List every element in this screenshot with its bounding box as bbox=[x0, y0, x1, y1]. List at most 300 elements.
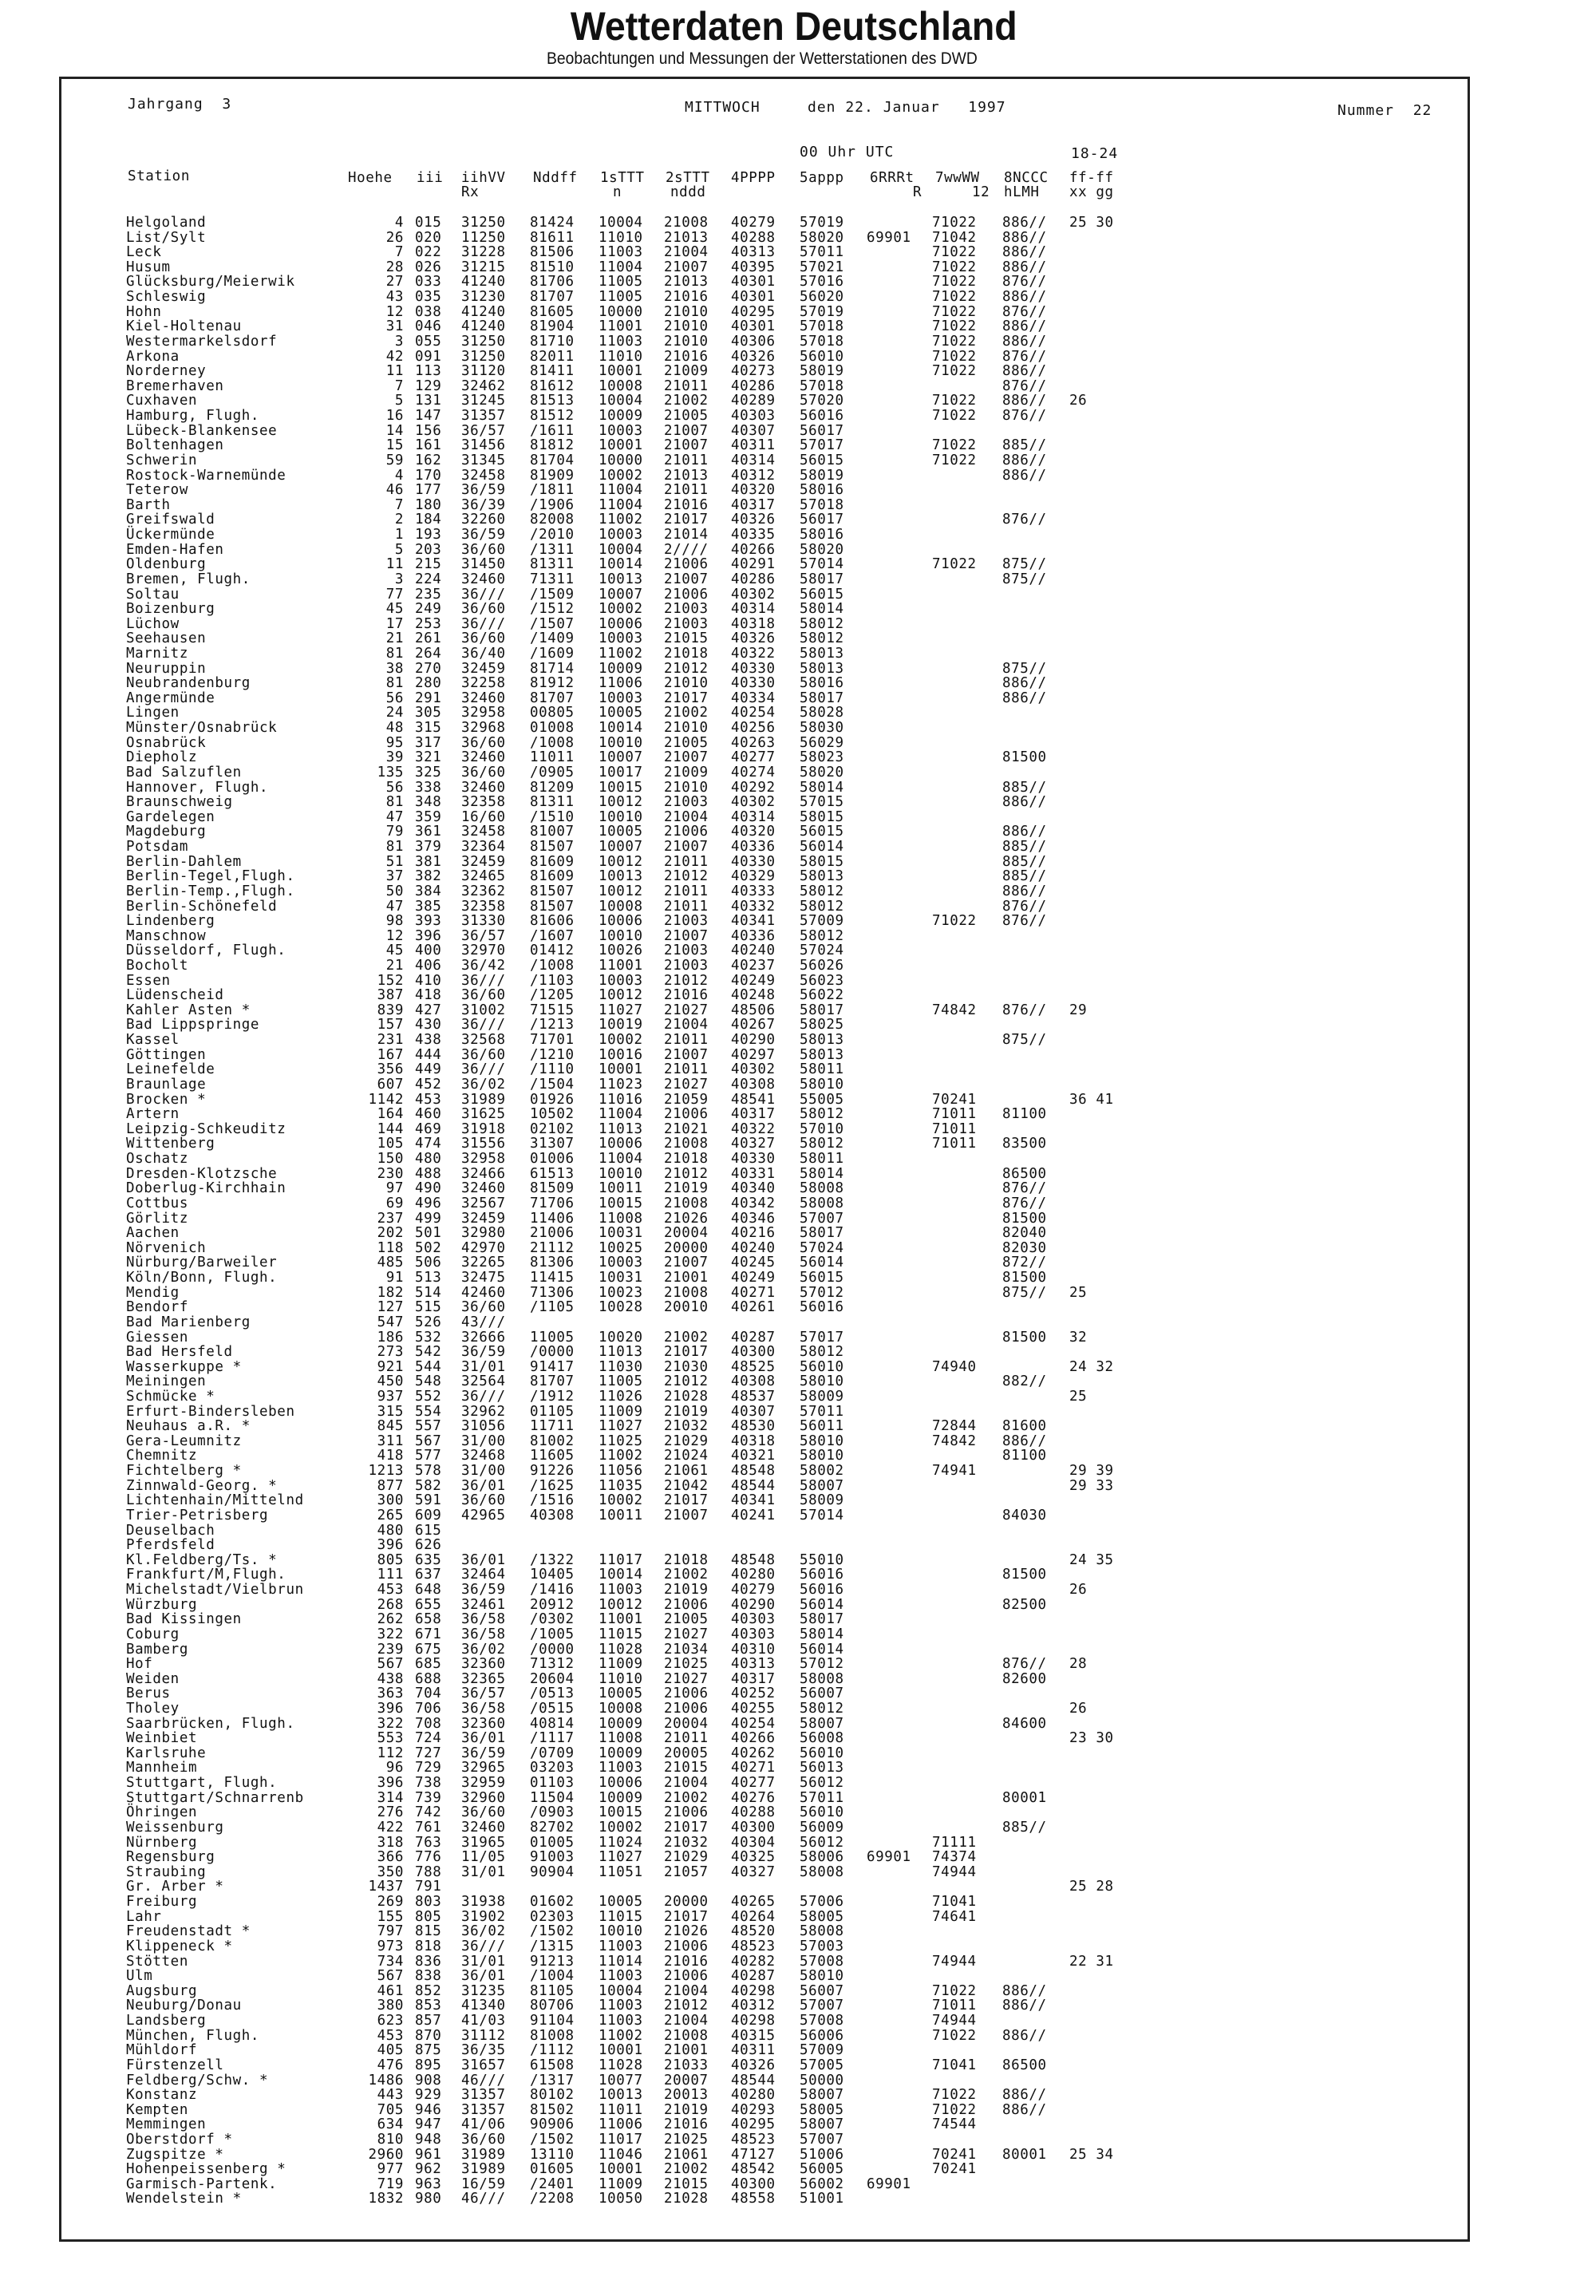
sappp-value: 58012 bbox=[800, 630, 844, 647]
hoehe-value: 380 bbox=[377, 1998, 404, 2014]
station-name: Braunlage bbox=[126, 1076, 207, 1093]
station-name: Schwerin bbox=[126, 452, 198, 468]
station-name: Norderney bbox=[126, 363, 207, 380]
ttt2-value: 21005 bbox=[664, 408, 709, 425]
pppp-value: 40331 bbox=[731, 1165, 776, 1182]
nddff-value: 81209 bbox=[530, 779, 575, 796]
ttt2-value: 21007 bbox=[664, 437, 709, 454]
sappp-value: 57017 bbox=[800, 1329, 844, 1346]
ttt2-value: 21007 bbox=[664, 571, 709, 587]
hoehe-value: 567 bbox=[377, 1656, 404, 1673]
sappp-value: 58005 bbox=[800, 1908, 844, 1925]
nddff-value: 81306 bbox=[530, 1255, 575, 1271]
iihvv-value: 32464 bbox=[461, 1567, 506, 1583]
iihvv-value: 36/60 bbox=[461, 1299, 506, 1316]
iii-value: 449 bbox=[415, 1061, 442, 1078]
pppp-value: 48525 bbox=[731, 1358, 776, 1375]
sappp-value: 56026 bbox=[800, 958, 844, 974]
hoehe-value: 623 bbox=[377, 2013, 404, 2029]
ccc-value: 81500 bbox=[1002, 1270, 1047, 1286]
pppp-value: 48542 bbox=[731, 2161, 776, 2178]
ttt1-value: 10009 bbox=[598, 1715, 643, 1732]
table-row bbox=[0, 1731, 1596, 1745]
ccc-value: 875// bbox=[1002, 1032, 1047, 1049]
ttt1-value: 11004 bbox=[598, 1151, 643, 1168]
nddff-value: /1205 bbox=[530, 987, 575, 1004]
ttt1-value: 11003 bbox=[598, 1582, 643, 1599]
table-row bbox=[0, 1360, 1596, 1374]
pppp-value: 40248 bbox=[731, 987, 776, 1004]
ff-value: 36 41 bbox=[1069, 1091, 1114, 1108]
ttt2-value: 21026 bbox=[664, 1210, 709, 1227]
iihvv-value: 31657 bbox=[461, 2057, 506, 2073]
hoehe-value: 56 bbox=[385, 779, 404, 796]
ttt2-value: 21013 bbox=[664, 467, 709, 484]
nddff-value: 81507 bbox=[530, 883, 575, 899]
col-ff: ff-ff bbox=[1069, 170, 1114, 186]
ttt2-value: 21010 bbox=[664, 318, 709, 335]
ttt1-value: 10005 bbox=[598, 1894, 643, 1911]
iihvv-value: 31357 bbox=[461, 408, 506, 425]
nddff-value: 71311 bbox=[530, 571, 575, 587]
sappp-value: 56011 bbox=[800, 1418, 844, 1435]
ttt2-value: 21001 bbox=[664, 1270, 709, 1286]
pppp-value: 48523 bbox=[731, 2131, 776, 2148]
iii-value: 739 bbox=[415, 1789, 442, 1806]
nddff-value: /0000 bbox=[530, 1344, 575, 1361]
nddff-value: /1322 bbox=[530, 1551, 575, 1568]
iii-value: 567 bbox=[415, 1433, 442, 1449]
nddff-value: 13110 bbox=[530, 2146, 575, 2163]
table-row bbox=[0, 1910, 1596, 1924]
station-name: Berlin-Schönefeld bbox=[126, 898, 278, 915]
table-row bbox=[0, 2191, 1596, 2206]
ttt2-value: 21016 bbox=[664, 348, 709, 365]
iihvv-value: 36/60 bbox=[461, 541, 506, 558]
ccc-value: 81600 bbox=[1002, 1418, 1047, 1435]
ff-value: 28 bbox=[1069, 1656, 1088, 1673]
ttt1-value: 11013 bbox=[598, 1120, 643, 1137]
pppp-value: 40314 bbox=[731, 808, 776, 825]
station-name: Coburg bbox=[126, 1626, 180, 1642]
nddff-value: /0709 bbox=[530, 1745, 575, 1761]
ccc-value: 886// bbox=[1002, 452, 1047, 468]
ww-value: 71022 bbox=[932, 215, 977, 231]
ttt2-value: 21027 bbox=[664, 1002, 709, 1018]
station-name: Göttingen bbox=[126, 1046, 207, 1063]
pppp-value: 40330 bbox=[731, 675, 776, 692]
hoehe-value: 155 bbox=[377, 1908, 404, 1925]
col-8nccc: 8NCCC bbox=[1004, 170, 1049, 186]
ccc-value: 86500 bbox=[1002, 1165, 1047, 1182]
iihvv-value: 32458 bbox=[461, 467, 506, 484]
iii-value: 836 bbox=[415, 1953, 442, 1970]
hoehe-value: 1142 bbox=[368, 1091, 404, 1108]
table-row bbox=[0, 943, 1596, 958]
iihvv-value: 36/01 bbox=[461, 1730, 506, 1747]
ww-value: 71022 bbox=[932, 2087, 977, 2104]
ttt1-value: 10004 bbox=[598, 1982, 643, 1999]
station-name: Lübeck-Blankensee bbox=[126, 422, 278, 439]
ttt2-value: 21019 bbox=[664, 2101, 709, 2118]
nddff-value: /1210 bbox=[530, 1046, 575, 1063]
col-1sttt: 1sTTT bbox=[600, 170, 645, 186]
ttt1-value: 11008 bbox=[598, 1730, 643, 1747]
iii-value: 026 bbox=[415, 259, 442, 275]
iihvv-value: 32360 bbox=[461, 1656, 506, 1673]
pppp-value: 40326 bbox=[731, 630, 776, 647]
hoehe-value: 15 bbox=[385, 437, 404, 454]
ttt1-value: 10012 bbox=[598, 987, 643, 1004]
ttt2-value: 21025 bbox=[664, 1656, 709, 1673]
ccc-value: 885// bbox=[1002, 779, 1047, 796]
ttt1-value: 11013 bbox=[598, 1344, 643, 1361]
pppp-value: 40302 bbox=[731, 586, 776, 603]
iihvv-value: 32459 bbox=[461, 660, 506, 677]
table-row bbox=[0, 1761, 1596, 1775]
sappp-value: 58028 bbox=[800, 705, 844, 721]
iihvv-value: 32968 bbox=[461, 720, 506, 737]
ww-value: 74374 bbox=[932, 1849, 977, 1866]
ww-value: 71022 bbox=[932, 913, 977, 930]
table-row bbox=[0, 319, 1596, 334]
sappp-value: 58010 bbox=[800, 1076, 844, 1093]
iii-value: 184 bbox=[415, 512, 442, 528]
table-row bbox=[0, 676, 1596, 690]
iihvv-value: 32258 bbox=[461, 675, 506, 692]
station-name: Regensburg bbox=[126, 1849, 215, 1866]
iihvv-value: 11/05 bbox=[461, 1849, 506, 1866]
ttt2-value: 21003 bbox=[664, 913, 709, 930]
nddff-value: /1906 bbox=[530, 496, 575, 513]
sappp-value: 57011 bbox=[800, 1789, 844, 1806]
hoehe-value: 38 bbox=[385, 660, 404, 677]
ttt1-value: 10026 bbox=[598, 943, 643, 959]
ttt1-value: 10007 bbox=[598, 586, 643, 603]
table-row bbox=[0, 1062, 1596, 1077]
pppp-value: 40395 bbox=[731, 259, 776, 275]
station-name: Wasserkuppe * bbox=[126, 1358, 242, 1375]
ttt1-value: 10007 bbox=[598, 839, 643, 856]
pppp-value: 40315 bbox=[731, 2027, 776, 2044]
period-label: 18-24 bbox=[1071, 145, 1119, 162]
ccc-value: 886// bbox=[1002, 244, 1047, 261]
station-name: Hof bbox=[126, 1656, 153, 1673]
iii-value: 280 bbox=[415, 675, 442, 692]
ttt2-value: 21011 bbox=[664, 482, 709, 499]
pppp-value: 40298 bbox=[731, 2013, 776, 2029]
nddff-value: 11406 bbox=[530, 1210, 575, 1227]
ccc-value: 882// bbox=[1002, 1373, 1047, 1390]
nddff-value: 10405 bbox=[530, 1567, 575, 1583]
hoehe-value: 230 bbox=[377, 1165, 404, 1182]
hoehe-value: 182 bbox=[377, 1284, 404, 1301]
ttt2-value: 21027 bbox=[664, 1076, 709, 1093]
iii-value: 609 bbox=[415, 1507, 442, 1523]
ttt2-value: 21057 bbox=[664, 1863, 709, 1880]
ww-value: 71011 bbox=[932, 1136, 977, 1152]
ttt1-value: 10000 bbox=[598, 303, 643, 320]
iihvv-value: 36/57 bbox=[461, 1685, 506, 1702]
station-name: Gera-Leumnitz bbox=[126, 1433, 242, 1449]
nddff-value: 81611 bbox=[530, 229, 575, 246]
iii-value: 156 bbox=[415, 422, 442, 439]
ccc-value: 81100 bbox=[1002, 1106, 1047, 1123]
ttt2-value: 21003 bbox=[664, 615, 709, 632]
ttt1-value: 10006 bbox=[598, 615, 643, 632]
nddff-value: /1502 bbox=[530, 1923, 575, 1940]
ttt2-value: 20007 bbox=[664, 2072, 709, 2089]
ttt2-value: 21008 bbox=[664, 1136, 709, 1152]
station-name: Emden-Hafen bbox=[126, 541, 224, 558]
iii-value: 381 bbox=[415, 853, 442, 870]
hoehe-value: 396 bbox=[377, 1537, 404, 1554]
ttt1-value: 11011 bbox=[598, 2101, 643, 2118]
pppp-value: 40293 bbox=[731, 2101, 776, 2118]
ccc-value: 886// bbox=[1002, 259, 1047, 275]
iihvv-value: 36/60 bbox=[461, 630, 506, 647]
ccc-value: 886// bbox=[1002, 883, 1047, 899]
nddff-value: 81507 bbox=[530, 898, 575, 915]
iihvv-value: 36/58 bbox=[461, 1626, 506, 1642]
iihvv-value: 36/59 bbox=[461, 527, 506, 543]
iii-value: 215 bbox=[415, 556, 442, 573]
sappp-value: 56010 bbox=[800, 1804, 844, 1821]
pppp-value: 40336 bbox=[731, 839, 776, 856]
pppp-value: 40303 bbox=[731, 408, 776, 425]
sappp-value: 58002 bbox=[800, 1463, 844, 1480]
table-row bbox=[0, 1345, 1596, 1359]
iii-value: 338 bbox=[415, 779, 442, 796]
iii-value: 791 bbox=[415, 1879, 442, 1895]
nddff-value: 81311 bbox=[530, 794, 575, 811]
hoehe-value: 37 bbox=[385, 868, 404, 885]
table-row bbox=[0, 453, 1596, 468]
sappp-value: 58016 bbox=[800, 482, 844, 499]
pppp-value: 40290 bbox=[731, 1032, 776, 1049]
hoehe-value: 450 bbox=[377, 1373, 404, 1390]
ttt2-value: 21012 bbox=[664, 1373, 709, 1390]
iihvv-value: 32568 bbox=[461, 1032, 506, 1049]
nddff-value: 81502 bbox=[530, 2101, 575, 2118]
iihvv-value: 36/39 bbox=[461, 496, 506, 513]
ttt1-value: 10020 bbox=[598, 1329, 643, 1346]
station-name: Berlin-Tegel,Flugh. bbox=[126, 868, 295, 885]
hoehe-value: 734 bbox=[377, 1953, 404, 1970]
sappp-value: 56007 bbox=[800, 1982, 844, 1999]
sappp-value: 56014 bbox=[800, 839, 844, 856]
hoehe-value: 14 bbox=[385, 422, 404, 439]
hoehe-value: 797 bbox=[377, 1923, 404, 1940]
pppp-value: 40256 bbox=[731, 720, 776, 737]
ttt1-value: 11003 bbox=[598, 1998, 643, 2014]
nddff-value: 71701 bbox=[530, 1032, 575, 1049]
iii-value: 264 bbox=[415, 645, 442, 662]
nddff-value: 81609 bbox=[530, 868, 575, 885]
ttt1-value: 11004 bbox=[598, 482, 643, 499]
ttt1-value: 10008 bbox=[598, 1701, 643, 1717]
table-row bbox=[0, 899, 1596, 914]
sappp-value: 58005 bbox=[800, 2101, 844, 2118]
ttt1-value: 11010 bbox=[598, 229, 643, 246]
ttt2-value: 21006 bbox=[664, 1701, 709, 1717]
ww-value: 71011 bbox=[932, 1998, 977, 2014]
ttt2-value: 21015 bbox=[664, 2175, 709, 2192]
station-name: Mendig bbox=[126, 1284, 180, 1301]
ttt1-value: 11017 bbox=[598, 2131, 643, 2148]
iihvv-value: 36/60 bbox=[461, 734, 506, 751]
iii-value: 615 bbox=[415, 1522, 442, 1539]
pppp-value: 40288 bbox=[731, 229, 776, 246]
station-name: Dresden-Klotzsche bbox=[126, 1165, 278, 1182]
ttt1-value: 10011 bbox=[598, 1180, 643, 1197]
sappp-value: 57008 bbox=[800, 1953, 844, 1970]
station-name: Nörvenich bbox=[126, 1239, 207, 1256]
ttt2-value: 21016 bbox=[664, 2116, 709, 2133]
iihvv-value: 32960 bbox=[461, 1789, 506, 1806]
col-6rrrt-sub: R bbox=[913, 184, 922, 200]
sappp-value: 56010 bbox=[800, 348, 844, 365]
ccc-value: 876// bbox=[1002, 1656, 1047, 1673]
iihvv-value: 46/// bbox=[461, 2191, 506, 2207]
iii-value: 427 bbox=[415, 1002, 442, 1018]
iii-value: 170 bbox=[415, 467, 442, 484]
sappp-value: 58014 bbox=[800, 1626, 844, 1642]
pppp-value: 40254 bbox=[731, 705, 776, 721]
station-name: Münster/Osnabrück bbox=[126, 720, 278, 737]
table-row bbox=[0, 617, 1596, 631]
iii-value: 393 bbox=[415, 913, 442, 930]
station-name: Stuttgart, Flugh. bbox=[126, 1775, 278, 1792]
ttt2-value: 21042 bbox=[664, 1477, 709, 1494]
station-name: Düsseldorf, Flugh. bbox=[126, 943, 286, 959]
iihvv-value: 36/02 bbox=[461, 1923, 506, 1940]
ttt2-value: 21032 bbox=[664, 1834, 709, 1851]
table-row bbox=[0, 958, 1596, 973]
ttt2-value: 21061 bbox=[664, 2146, 709, 2163]
iii-value: 410 bbox=[415, 972, 442, 989]
iihvv-value: 32358 bbox=[461, 898, 506, 915]
table-row bbox=[0, 290, 1596, 304]
iii-value: 626 bbox=[415, 1537, 442, 1554]
table-row bbox=[0, 260, 1596, 275]
iii-value: 022 bbox=[415, 244, 442, 261]
iihvv-value: 31989 bbox=[461, 2161, 506, 2178]
station-name: Chemnitz bbox=[126, 1448, 198, 1464]
station-name: Berlin-Temp.,Flugh. bbox=[126, 883, 295, 899]
hoehe-value: 43 bbox=[385, 289, 404, 306]
sappp-value: 58017 bbox=[800, 1002, 844, 1018]
sappp-value: 58020 bbox=[800, 764, 844, 780]
iii-value: 727 bbox=[415, 1745, 442, 1761]
iii-value: 348 bbox=[415, 794, 442, 811]
ttt1-value: 11004 bbox=[598, 259, 643, 275]
ccc-value: 886// bbox=[1002, 824, 1047, 840]
pppp-value: 40321 bbox=[731, 1448, 776, 1464]
ttt2-value: 21010 bbox=[664, 675, 709, 692]
ttt1-value: 11015 bbox=[598, 1626, 643, 1642]
col-hoehe: Hoehe bbox=[348, 170, 393, 186]
ttt1-value: 10014 bbox=[598, 1567, 643, 1583]
ttt1-value: 10016 bbox=[598, 1046, 643, 1063]
station-name: Lingen bbox=[126, 705, 180, 721]
nddff-value: /0515 bbox=[530, 1701, 575, 1717]
hoehe-value: 157 bbox=[377, 1017, 404, 1033]
table-row bbox=[0, 1657, 1596, 1671]
station-name: Öhringen bbox=[126, 1804, 198, 1821]
table-row bbox=[0, 2073, 1596, 2088]
iihvv-value: 42460 bbox=[461, 1284, 506, 1301]
sappp-value: 56012 bbox=[800, 1775, 844, 1792]
ww-value: 71022 bbox=[932, 437, 977, 454]
ww-value: 71022 bbox=[932, 393, 977, 409]
ttt2-value: 21033 bbox=[664, 2057, 709, 2073]
pppp-value: 40308 bbox=[731, 1076, 776, 1093]
ff-value: 29 33 bbox=[1069, 1477, 1114, 1494]
iii-value: 761 bbox=[415, 1819, 442, 1836]
iihvv-value: 46/// bbox=[461, 2072, 506, 2089]
table-row bbox=[0, 1033, 1596, 1047]
nddff-value: 81605 bbox=[530, 303, 575, 320]
iihvv-value: 31989 bbox=[461, 2146, 506, 2163]
ttt1-value: 11010 bbox=[598, 348, 643, 365]
pppp-value: 40301 bbox=[731, 289, 776, 306]
iii-value: 460 bbox=[415, 1106, 442, 1123]
station-name: Aachen bbox=[126, 1225, 180, 1242]
ccc-value: 81100 bbox=[1002, 1448, 1047, 1464]
sappp-value: 58012 bbox=[800, 1136, 844, 1152]
sappp-value: 56009 bbox=[800, 1819, 844, 1836]
sappp-value: 56020 bbox=[800, 289, 844, 306]
col-7wwww: 7wwWW bbox=[935, 170, 980, 186]
sappp-value: 58017 bbox=[800, 1225, 844, 1242]
ttt2-value: 21006 bbox=[664, 1938, 709, 1954]
iii-value: 418 bbox=[415, 987, 442, 1004]
iii-value: 658 bbox=[415, 1611, 442, 1628]
pppp-value: 40280 bbox=[731, 2087, 776, 2104]
ttt2-value: 21006 bbox=[664, 1804, 709, 1821]
ttt1-value: 10012 bbox=[598, 853, 643, 870]
iihvv-value: 32465 bbox=[461, 868, 506, 885]
ccc-value: 886// bbox=[1002, 363, 1047, 380]
sappp-value: 56015 bbox=[800, 1270, 844, 1286]
iihvv-value: 41240 bbox=[461, 303, 506, 320]
iihvv-value: 42965 bbox=[461, 1507, 506, 1523]
station-name: Neuburg/Donau bbox=[126, 1998, 242, 2014]
pppp-value: 40306 bbox=[731, 333, 776, 350]
col-nddff: Nddff bbox=[533, 170, 578, 186]
ttt2-value: 21017 bbox=[664, 1344, 709, 1361]
nddff-value: 10502 bbox=[530, 1106, 575, 1123]
iii-value: 474 bbox=[415, 1136, 442, 1152]
ttt2-value: 21002 bbox=[664, 1567, 709, 1583]
pppp-value: 40254 bbox=[731, 1715, 776, 1732]
pppp-value: 47127 bbox=[731, 2146, 776, 2163]
iii-value: 480 bbox=[415, 1151, 442, 1168]
hoehe-value: 396 bbox=[377, 1701, 404, 1717]
hoehe-value: 237 bbox=[377, 1210, 404, 1227]
ttt1-value: 10008 bbox=[598, 377, 643, 394]
ttt1-value: 11002 bbox=[598, 645, 643, 662]
ww-value: 71022 bbox=[932, 408, 977, 425]
sappp-value: 58010 bbox=[800, 1373, 844, 1390]
ff-value: 25 bbox=[1069, 1388, 1088, 1405]
table-row bbox=[0, 1003, 1596, 1018]
sappp-value: 57016 bbox=[800, 274, 844, 290]
station-name: Memmingen bbox=[126, 2116, 207, 2133]
ttt1-value: 11017 bbox=[598, 1551, 643, 1568]
iihvv-value: 31989 bbox=[461, 1091, 506, 1108]
